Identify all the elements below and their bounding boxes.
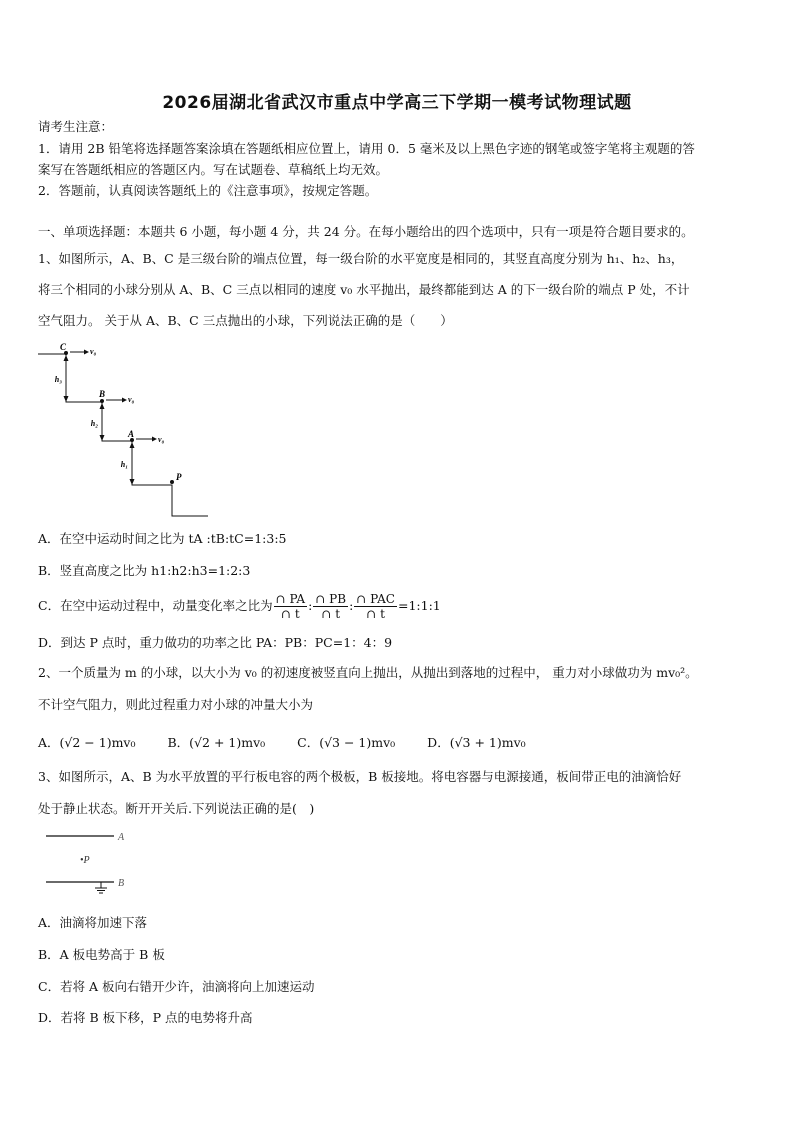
q1-option-c-suffix: =1:1:1 bbox=[398, 598, 441, 613]
q3-line-1: 3、如图所示，A、B 为水平放置的平行板电容的两个极板，B 板接地。将电容器与电源接通，板间带正电的油滴恰好 bbox=[38, 769, 682, 784]
frac-pa-den: ∩ t bbox=[280, 607, 300, 621]
q1-option-b: B．竖直高度之比为 h1:h2:h3=1:2:3 bbox=[38, 563, 251, 578]
q3-option-a: A．油滴将加速下落 bbox=[38, 915, 148, 930]
label-A: A bbox=[128, 429, 135, 439]
q3-option-d: D．若将 B 板下移，P 点的电势将升高 bbox=[38, 1010, 253, 1025]
label-plate-a: A bbox=[118, 832, 125, 843]
q2-option-a: A．(√2 − 1)mv₀ bbox=[38, 735, 136, 750]
staircase-outline bbox=[38, 354, 208, 516]
q2-option-b: B．(√2 + 1)mv₀ bbox=[167, 735, 266, 750]
label-h3: h₃ bbox=[54, 375, 62, 384]
notice-line-1b: 案写在答题纸相应的答题区内。写在试题卷、草稿纸上均无效。 bbox=[38, 162, 389, 177]
q2-line-1: 2、一个质量为 m 的小球，以大小为 v₀ 的初速度被竖直向上抛出，从抛出到落地的过程中， 重力对小球做功为 mv₀²。 bbox=[38, 665, 698, 680]
label-plate-b: B bbox=[118, 878, 125, 889]
frac-pb bbox=[313, 592, 348, 621]
frac-pb-den: ∩ t bbox=[321, 607, 341, 621]
label-C: C bbox=[60, 342, 67, 352]
frac-pb-num: ∩ PB bbox=[315, 592, 347, 606]
q1-option-a: A．在空中运动时间之比为 tA :tB:tC=1:3:5 bbox=[38, 531, 287, 546]
q2-options bbox=[38, 734, 554, 752]
notice-line-2: 2．答题前，认真阅读答题纸上的《注意事项》，按规定答题。 bbox=[38, 183, 378, 198]
label-v0-a: v₀ bbox=[158, 435, 165, 444]
label-v0-c: v₀ bbox=[90, 347, 97, 356]
notice-line-1a: 1．请用 2B 铅笔将选择题答案涂填在答题纸相应位置上，请用 0．5 毫米及以上黑色字迹的钢笔或签字笔将主观题的答 bbox=[38, 141, 695, 156]
frac-pac bbox=[354, 592, 397, 621]
frac-pac-den: ∩ t bbox=[366, 607, 385, 621]
label-v0-b: v₀ bbox=[128, 395, 135, 404]
label-h2: h₂ bbox=[90, 419, 98, 428]
q3-option-c: C．若将 A 板向右错开少许，油滴将向上加速运动 bbox=[38, 979, 315, 994]
frac-pac-num: ∩ PAC bbox=[356, 592, 395, 606]
q3-line-2: 处于静止状态。断开开关后.下列说法正确的是( ) bbox=[38, 801, 315, 816]
label-h1: h₁ bbox=[120, 460, 128, 469]
q1-option-c: C．在空中运动过程中，动量变化率之比为 $\frac{\cap PA}{\cap t}$ : $\frac{\cap PB}{\cap t}$ : $\frac{\text{∩ PAC}}{\cap t}$ =1:1:1 bbox=[38, 592, 441, 621]
q2-option-c: C．(√3 − 1)mv₀ bbox=[297, 735, 396, 750]
q1-line-3: 空气阻力。 关于从 A、B、C 三点抛出的小球，下列说法正确的是（ ） bbox=[38, 313, 453, 328]
q3-capacitor-figure bbox=[44, 826, 154, 896]
q1-option-c-prefix: C．在空中运动过程中，动量变化率之比为 bbox=[38, 598, 273, 613]
q2-option-d: D．(√3 + 1)mv₀ bbox=[427, 735, 526, 750]
frac-pa bbox=[274, 592, 308, 621]
exam-title: 2026届湖北省武汉市重点中学高三下学期一模考试物理试题 bbox=[162, 93, 632, 113]
q1-option-d: D．到达 P 点时，重力做功的功率之比 PA：PB：PC=1：4：9 bbox=[38, 635, 393, 650]
q1-line-2: 将三个相同的小球分别从 A、B、C 三点以相同的速度 v₀ 水平抛出，最终都能到达 A 的下一级台阶的端点 P 处，不计 bbox=[38, 282, 690, 297]
section-heading: 一、单项选择题：本题共 6 小题，每小题 4 分，共 24 分。在每小题给出的四个选项中，只有一项是符合题目要求的。 bbox=[38, 224, 694, 239]
label-P: P bbox=[176, 472, 182, 482]
q3-option-b: B．A 板电势高于 B 板 bbox=[38, 947, 165, 962]
notice-heading: 请考生注意： bbox=[38, 119, 114, 134]
q1-line-1: 1、如图所示，A、B、C 是三级台阶的端点位置，每一级台阶的水平宽度是相同的，其竖直高度分别为 h₁、h₂、h₃， bbox=[38, 251, 684, 266]
ground-symbol bbox=[95, 882, 107, 893]
label-B: B bbox=[99, 389, 106, 399]
frac-pa-num: ∩ PA bbox=[275, 592, 306, 606]
label-point-p: •P bbox=[80, 855, 90, 866]
q1-staircase-figure bbox=[36, 340, 216, 525]
q2-line-2: 不计空气阻力，则此过程重力对小球的冲量大小为 bbox=[38, 697, 314, 712]
